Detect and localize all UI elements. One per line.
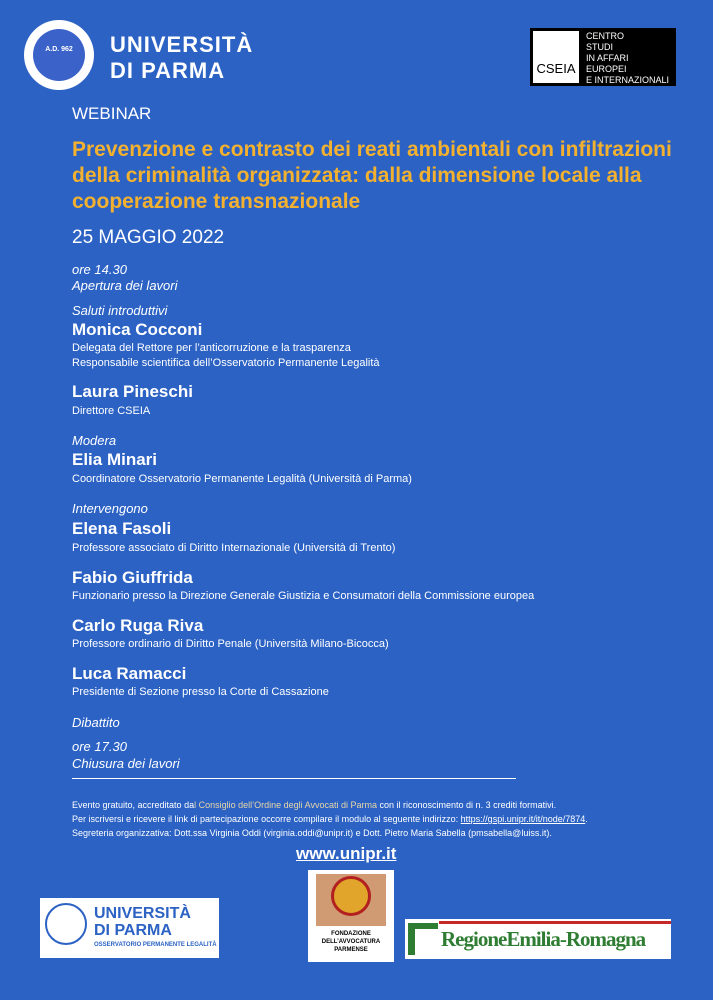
fondazione-name	[308, 930, 394, 954]
greetings-label: Saluti introduttivi	[72, 303, 168, 318]
unipr-osservatorio-logo	[40, 898, 219, 958]
logo-line: DELL’AVVOCATURA	[321, 939, 381, 945]
cseia-line: EUROPEI	[586, 64, 627, 74]
speaker-role: Funzionario presso la Direzione Generale Giustizia e Consumatori della Commissione europea	[72, 590, 535, 602]
footer-text: .	[585, 814, 588, 824]
regione-mark-cut	[415, 929, 438, 955]
speaker-name: Elena Fasoli	[72, 519, 172, 538]
event-type: WEBINAR	[72, 104, 152, 123]
cseia-line: E INTERNAZIONALI	[586, 75, 670, 85]
speaker-role: Presidente di Sezione presso la Corte di Cassazione	[72, 686, 329, 698]
event-date: 25 MAGGIO 2022	[72, 227, 225, 248]
regione-name: RegioneEmilia-Romagna	[441, 927, 646, 951]
event-title: Prevenzione e contrasto dei reati ambientali con infiltrazioni della criminalità organizzata: dalla dimensione locale alla cooperazione transnazionale	[72, 138, 672, 213]
footer-line3: Segreteria organizzativa: Dott.ssa Virginia Oddi (virginia.oddi@unipr.it) e Dott. Pietro Maria Sabella (pmsabella@luiss.it).	[72, 828, 552, 838]
moderator-label: Modera	[72, 433, 117, 448]
moderator-name: Elia Minari	[72, 450, 158, 469]
logo-line: FONDAZIONE	[331, 931, 371, 937]
seal-text: A.D. 962	[45, 46, 73, 53]
end-time: ore 17.30	[72, 739, 127, 754]
footer-text: Evento gratuito, accreditato da	[72, 800, 195, 810]
footer-text: con il riconoscimento di n. 3 crediti formativi.	[377, 800, 557, 810]
speaker-name: Fabio Giuffrida	[72, 568, 193, 587]
speaker-role: Responsabile scientifica dell’Osservatorio Permanente Legalità	[72, 357, 380, 369]
speakers-label: Intervengono	[72, 501, 148, 516]
cseia-line: CENTRO	[586, 31, 624, 41]
regione-red-line	[439, 921, 671, 924]
regione-logo	[405, 919, 671, 959]
speaker-name: Laura Pineschi	[72, 382, 193, 401]
university-name-line1: UNIVERSITÀ	[110, 32, 254, 57]
speaker-role: Professore associato di Diritto Internazionale (Università di Trento)	[72, 542, 396, 554]
speaker-role: Delegata del Rettore per l’anticorruzione e la trasparenza	[72, 342, 351, 354]
university-name-line2: DI PARMA	[110, 58, 226, 83]
speaker-name: Carlo Ruga Riva	[72, 616, 204, 635]
speaker-role: Professore ordinario di Diritto Penale (Università Milano-Bicocca)	[72, 638, 389, 650]
footer-line1	[72, 798, 692, 812]
emblem-circle-icon	[331, 876, 371, 916]
seal-emblem	[33, 29, 85, 81]
cseia-full-name	[586, 31, 669, 86]
registration-link[interactable]: https://gspi.unipr.it/it/node/7874	[460, 814, 586, 824]
fondazione-logo	[308, 870, 394, 962]
cseia-mark	[533, 31, 579, 83]
speaker-name: Monica Cocconi	[72, 320, 203, 339]
website-link[interactable]: www.unipr.it	[296, 844, 397, 863]
cseia-mark-text: CSEIA	[536, 61, 576, 76]
seal-icon	[45, 903, 87, 945]
start-time: ore 14.30	[72, 262, 127, 277]
logo-subtitle: OSSERVATORIO PERMANENTE LEGALITÀ	[94, 942, 217, 948]
logo-line: UNIVERSITÀ	[94, 905, 191, 922]
logo-line: PARMENSE	[334, 947, 368, 953]
logo-line: DI PARMA	[94, 922, 172, 939]
university-seal	[24, 20, 94, 90]
footer-line2	[72, 812, 692, 826]
cseia-line: STUDI	[586, 42, 613, 52]
footer-text: Per iscriversi e ricevere il link di partecipazione occorre compilare il modulo al seguente indirizzo:	[72, 814, 461, 824]
divider	[72, 778, 516, 779]
logo-text	[94, 905, 191, 939]
cseia-line: IN AFFARI	[586, 53, 629, 63]
opening-label: Apertura dei lavori	[72, 278, 178, 293]
footer-text: l Consiglio dell’Ordine degli Avvocati di Parma	[194, 800, 378, 810]
footer-info	[72, 798, 692, 840]
cseia-logo	[530, 28, 676, 86]
debate-label: Dibattito	[72, 715, 120, 730]
speaker-role: Direttore CSEIA	[72, 405, 151, 417]
moderator-role: Coordinatore Osservatorio Permanente Legalità (Università di Parma)	[72, 473, 412, 485]
closing-label: Chiusura dei lavori	[72, 756, 180, 771]
university-name	[110, 32, 253, 84]
speaker-name: Luca Ramacci	[72, 664, 187, 683]
